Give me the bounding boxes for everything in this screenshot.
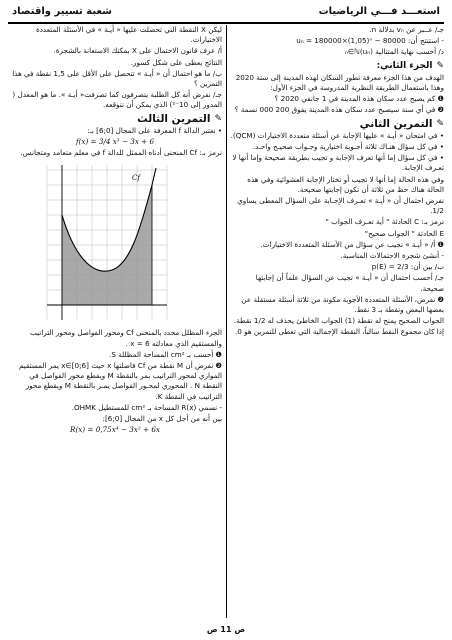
text-line: E الحادثة " الجواب صحيح" — [364, 228, 444, 238]
text-line: نرمز بـ: C الحادثة " أية تعـرف الجواب " — [325, 217, 444, 227]
left-column — [8, 25, 222, 436]
pencil-icon: ✎ — [214, 113, 222, 124]
question-line: ب/ ما هو احتمال أن « أيـة » تتحصل على الأقل على 1,5 نقطة في هذا التمرين ؟ — [12, 68, 222, 89]
function-formula: f(x) = 3/4 x³ − 3x + 6 — [75, 137, 155, 147]
header-branch: شعبة تسيير واقتصاد — [12, 6, 112, 17]
text-line: - نسمي R(x) المساحة بـ cm² للمستطيل OHMK. — [71, 402, 222, 412]
text-line: ليكن X النقطة التي تحصلت عليها « أيـة » في الأسئلة المتعددة الاختيارات. — [35, 25, 222, 45]
text-line: • في كل سؤال إما أنها تعرف الإجابة و تجيب بطريقة صحيحة وإما أنها لا تعـرف الإجابة. — [232, 153, 444, 173]
text-line: - أنشئ شجرة الاحتمالات المناسبة. — [340, 251, 444, 261]
pencil-icon: ✎ — [436, 60, 444, 71]
header-rule — [8, 22, 444, 24]
text-line: • نعتبر الدالة f المعرفة على المجال [0;6] بـ: — [87, 125, 222, 135]
pencil-icon: ✎ — [436, 118, 444, 129]
exercise3-title: التمرين الثالث — [137, 112, 211, 125]
question-line: ❶ كم يصبح عدد سكان هذه المدينة في 1 جانفي 2020 ؟ — [274, 94, 444, 104]
part2-title: الجزء الثاني: — [376, 60, 433, 71]
text-line: • في امتحان « أيـة » عليها الإجابة عن أسئلة متعددة الاختيارات (QCM). — [230, 130, 444, 140]
text-line: الهدف من هذا الجزء معرفة تطور السكان لهذه المدينة إلى سنة 2020 وهذا باستعمال الطريقة النظرية المدروسة في الجزء الأول: — [235, 72, 444, 93]
text-line: النتائج يعطى على شكل كسور. — [130, 57, 222, 67]
question-line: ❶ أ/ « أيـة » تجيب عن سؤال من الأسئلة المتعددة الاختيارات. — [260, 239, 444, 249]
question-line: جـ/ أحسب احتمال أن « أيـة » تجيب عن السؤال علماً أن إجابتها صحيحة. — [255, 273, 444, 293]
exercise2-title: التمرين الثاني — [359, 117, 433, 130]
text-line: بين أنه من أجل كل x من المجال [0;6]: — [102, 414, 222, 424]
text-line: وفي هذه الحالة إما أنها لا تجيب أو تختار الإجابة العشوائية وفي هذه الحالة هناك حظ من ثلاثة أن تكون إجابتها صحيحة. — [247, 174, 444, 194]
area-formula: R(x) = 0,75x⁴ − 3x² + 6x — [70, 425, 160, 435]
formula-line: - استنتج أن: uₙ = 180000×(1,05)ⁿ − 80000 — [296, 36, 444, 46]
text-line: • في كل سؤال هنـاك ثلاثة أجـوبة اختيارية وجـواب صحيـح واحـد. — [252, 142, 444, 152]
text-line: جـ/ عــبر عن vₙ بدلالة n. — [369, 25, 444, 34]
column-divider — [226, 25, 227, 618]
text-line: نرمز بـ: Cf المنحنى أدناه الممثل للدالة f في معلم متعامد ومتجانس. — [20, 148, 222, 158]
question-line: ❷ في أي سنة سيصبح عدد سكان هذه المدينة يفوق 200 000 نسمة ؟ — [234, 105, 444, 115]
text-line: الجواب الصحيح يمنح له نقطة (1) الجواب الخاطئ يحذف له 1/2 نقطة. — [233, 316, 444, 326]
exercise3-heading — [8, 114, 222, 124]
question-line: جـ/ نفرض أنه كل الطلبة يتصرفون كما تصرفت« أيـة ». ما هو المعدل ( المدور إلى 10⁻²) الذي يمكن أن نتوقعه. — [12, 90, 222, 110]
part2-heading — [230, 61, 444, 71]
question-line: ب/ بين أن: p(E) = 2/3 — [371, 262, 444, 272]
exercise2-heading — [230, 119, 444, 129]
text-line: الجزء المظلل محدد بالمنحنى Cf ومحور الفواصل ومحور التراتيب والمستقيم الذي معادلته x = 6 . — [30, 328, 222, 348]
function-graph — [42, 160, 172, 325]
text-line: إذا كان مجموع النقط سالباً، النقطة الإجمالية التي تعطى للتمرين هو 0. — [234, 327, 444, 337]
question-line: ❷ نفرض أن M نقطة من Cf فاصلتها x حيث x∈[0;6] يمر المستقيم الموازي لمحور التراتيب بمر بالنقطة M ويقطع محور الفواصل في النقطة N . المحوري لمحـور الفواصل يمـر بالنقطة M ويقطع محور التراتيب في النقطة K. — [19, 361, 222, 401]
question-line: ❶ أحسب بـ cm² المساحة المظللة S. — [109, 349, 222, 359]
curve-label: Cf — [132, 174, 140, 183]
question-line: أ/ عرف قانون الاحتمال على X بمكنك الاستعانة بالشجرة. — [53, 46, 222, 56]
right-column — [230, 25, 444, 339]
text-line: نفرض احتمال أن « أيـة » تعـرف الإجـابة على السؤال المعطى يساوي 1/2. — [237, 196, 444, 216]
question-line: ❷ نفرض، الأسئلة المتعددة الأجوبة مكونة من ثلاثة أسئلة مستقلة عن بعضها البعض ونقطة بـ 3 نقط. — [241, 294, 444, 315]
page-number: ص 11 ص — [206, 625, 246, 634]
header-subject: استعـــد فـــي الرياضيات — [318, 6, 440, 17]
text-line: د/ أحسب نهاية المتتالية (uₙ)ₙ∈ℕ — [344, 47, 444, 57]
